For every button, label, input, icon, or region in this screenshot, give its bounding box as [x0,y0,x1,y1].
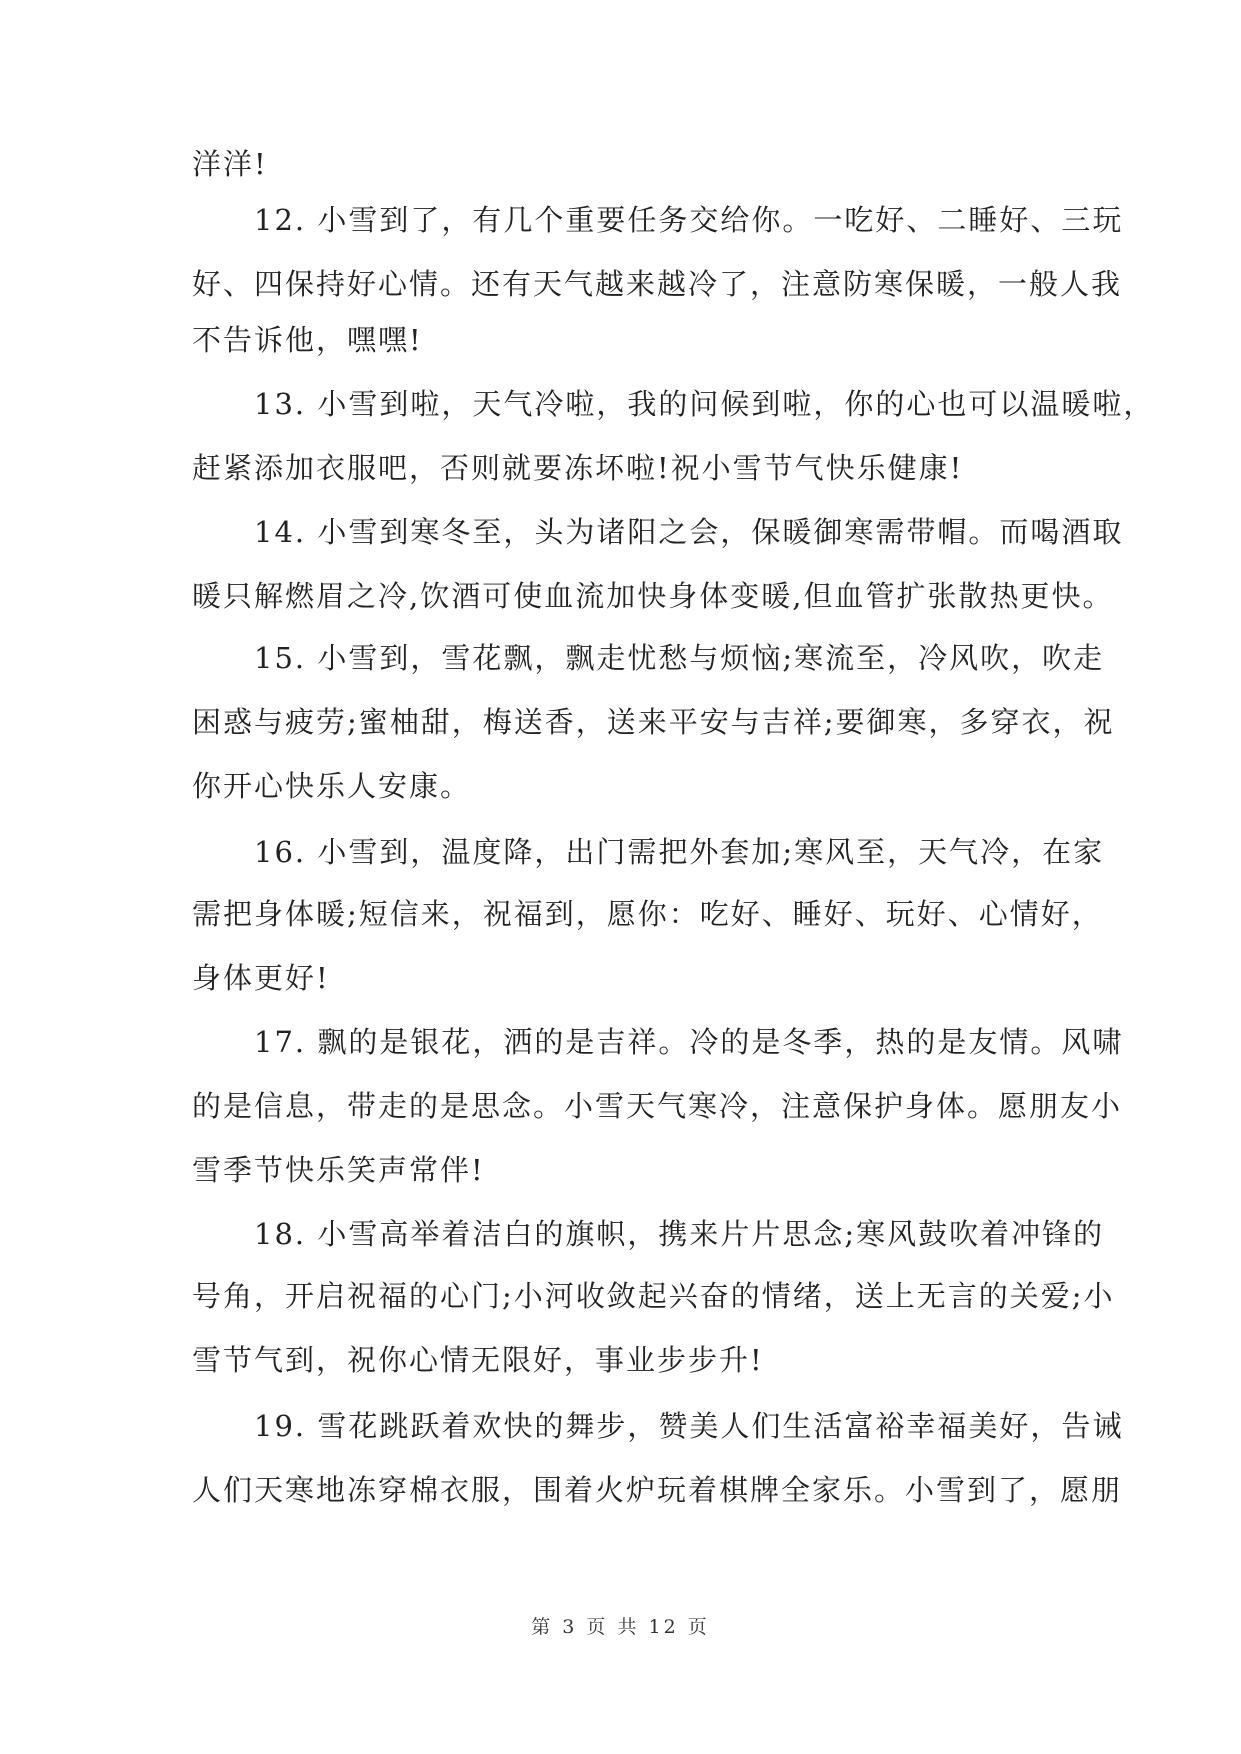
text-line: 19. 雪花跳跃着欢快的舞步，赞美人们生活富裕幸福美好，告诫 [192,1409,1124,1443]
text-line: 人们天寒地冻穿棉衣服，围着火炉玩着棋牌全家乐。小雪到了，愿朋 [192,1473,1123,1507]
text-line: 需把身体暖;短信来，祝福到，愿你：吃好、睡好、玩好、心情好， [192,897,1103,931]
text-line: 好、四保持好心情。还有天气越来越冷了，注意防寒保暖，一般人我 [192,267,1123,301]
text-line: 17. 飘的是银花，洒的是吉祥。冷的是冬季，热的是友情。风啸 [192,1025,1124,1059]
text-line: 你开心快乐人安康。 [192,769,472,803]
text-line: 洋洋! [192,147,268,181]
text-line: 身体更好! [192,961,330,995]
text-line: 12. 小雪到了，有几个重要任务交给你。一吃好、二睡好、三玩 [192,203,1124,237]
text-line: 18. 小雪高举着洁白的旗帜，携来片片思念;寒风鼓吹着冲锋的 [192,1217,1105,1251]
text-line: 的是信息，带走的是思念。小雪天气寒冷，注意保护身体。愿朋友小 [192,1089,1123,1123]
text-line: 困惑与疲劳;蜜柚甜，梅送香，送来平安与吉祥;要御寒，多穿衣，祝 [192,705,1115,739]
text-line: 不告诉他，嘿嘿! [192,323,423,357]
page-footer: 第 3 页 共 12 页 [531,1616,710,1638]
text-line: 暖只解燃眉之冷,饮酒可使血流加快身体变暖,但血管扩张散热更快。 [192,579,1114,613]
text-line: 赶紧添加衣服吧，否则就要冻坏啦!祝小雪节气快乐健康! [192,451,964,485]
text-line: 16. 小雪到，温度降，出门需把外套加;寒风至，天气冷，在家 [192,835,1105,869]
text-line: 号角，开启祝福的心门;小河收敛起兴奋的情绪，送上无言的关爱;小 [192,1279,1115,1313]
text-line: 雪季节快乐笑声常伴! [192,1153,485,1187]
text-line: 雪节气到，祝你心情无限好，事业步步升! [192,1343,764,1377]
text-line: 15. 小雪到，雪花飘，飘走忧愁与烦恼;寒流至，冷风吹，吹走 [192,641,1105,675]
text-line: 13. 小雪到啦，天气冷啦，我的问候到啦，你的心也可以温暖啦， [192,387,1155,421]
text-line: 14. 小雪到寒冬至，头为诸阳之会，保暖御寒需带帽。而喝酒取 [192,515,1124,549]
